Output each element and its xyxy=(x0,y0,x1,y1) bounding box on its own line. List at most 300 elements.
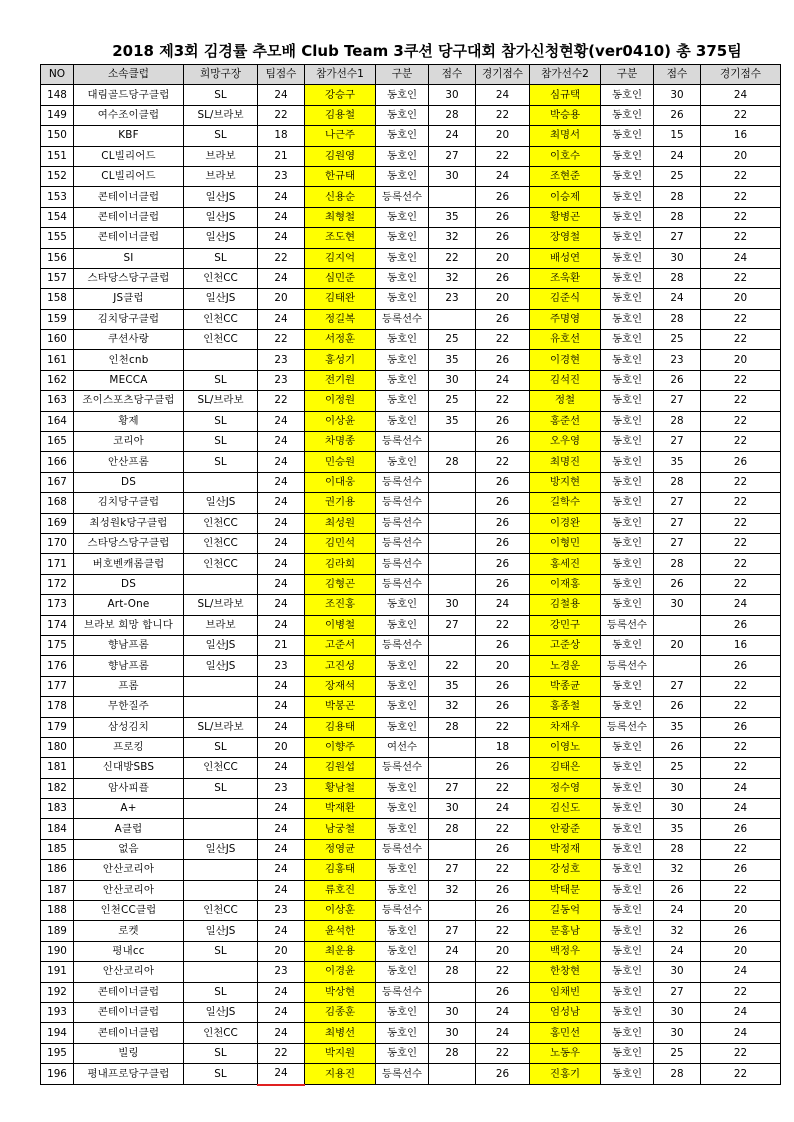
player1-match-score: 26 xyxy=(476,839,530,859)
player2-match-score: 26 xyxy=(701,819,781,839)
player2-score: 27 xyxy=(654,228,701,248)
player2-match-score: 22 xyxy=(701,493,781,513)
team-score: 24 xyxy=(258,1002,305,1022)
player1-type: 동호인 xyxy=(376,126,429,146)
player1-type: 등록선수 xyxy=(376,839,429,859)
player1-type: 동호인 xyxy=(376,880,429,900)
player1-match-score: 22 xyxy=(476,778,530,798)
player1-score: 28 xyxy=(429,452,476,472)
club-name: MECCA xyxy=(74,370,184,390)
team-score: 22 xyxy=(258,248,305,268)
table-row xyxy=(41,1043,781,1063)
team-score: 24 xyxy=(258,595,305,615)
player2-name: 김철용 xyxy=(530,595,601,615)
player1-score: 32 xyxy=(429,268,476,288)
row-no: 163 xyxy=(41,391,74,411)
player1-match-score: 20 xyxy=(476,941,530,961)
club-name: 여수조이클럽 xyxy=(74,105,184,125)
club-name: 안산코리아 xyxy=(74,860,184,880)
venue: 인천CC xyxy=(184,513,258,533)
team-score: 21 xyxy=(258,146,305,166)
club-name: 프로킹 xyxy=(74,737,184,757)
player1-score: 23 xyxy=(429,289,476,309)
player1-name: 나근주 xyxy=(305,126,376,146)
player1-name: 장재석 xyxy=(305,676,376,696)
player2-type: 동호인 xyxy=(601,941,654,961)
player1-score xyxy=(429,737,476,757)
player2-score: 25 xyxy=(654,166,701,186)
venue xyxy=(184,880,258,900)
player2-name: 조현준 xyxy=(530,166,601,186)
player2-score: 28 xyxy=(654,268,701,288)
player2-match-score: 24 xyxy=(701,248,781,268)
club-name: 황제 xyxy=(74,411,184,431)
player1-name: 김원섭 xyxy=(305,758,376,778)
venue: 일산JS xyxy=(184,656,258,676)
row-no: 148 xyxy=(41,85,74,105)
team-score: 24 xyxy=(258,85,305,105)
player2-name: 강성호 xyxy=(530,860,601,880)
team-score: 24 xyxy=(258,676,305,696)
player2-match-score: 22 xyxy=(701,574,781,594)
team-score: 24 xyxy=(258,574,305,594)
player1-score xyxy=(429,432,476,452)
row-no: 192 xyxy=(41,982,74,1002)
player2-score: 26 xyxy=(654,370,701,390)
player2-name: 홍민선 xyxy=(530,1023,601,1043)
player1-match-score: 22 xyxy=(476,1043,530,1063)
player1-name: 한규태 xyxy=(305,166,376,186)
player2-name: 진홍기 xyxy=(530,1064,601,1085)
team-score: 23 xyxy=(258,370,305,390)
row-no: 179 xyxy=(41,717,74,737)
player2-type: 동호인 xyxy=(601,982,654,1002)
player2-type: 동호인 xyxy=(601,697,654,717)
row-no: 185 xyxy=(41,839,74,859)
player2-match-score: 24 xyxy=(701,1023,781,1043)
table-row xyxy=(41,146,781,166)
player2-match-score: 26 xyxy=(701,717,781,737)
club-name: CL빌리어드 xyxy=(74,166,184,186)
player2-score: 23 xyxy=(654,350,701,370)
row-no: 162 xyxy=(41,370,74,390)
player1-type: 등록선수 xyxy=(376,635,429,655)
player2-score: 32 xyxy=(654,921,701,941)
player1-name: 윤석한 xyxy=(305,921,376,941)
player1-type: 여선수 xyxy=(376,737,429,757)
table-row xyxy=(41,330,781,350)
player2-name: 홍종철 xyxy=(530,697,601,717)
player1-type: 동호인 xyxy=(376,962,429,982)
team-score: 24 xyxy=(258,880,305,900)
player2-score: 26 xyxy=(654,574,701,594)
player2-name: 차재우 xyxy=(530,717,601,737)
player2-match-score: 20 xyxy=(701,941,781,961)
row-no: 149 xyxy=(41,105,74,125)
table-row xyxy=(41,982,781,1002)
player2-type: 동호인 xyxy=(601,493,654,513)
club-name: Art-One xyxy=(74,595,184,615)
player1-score: 35 xyxy=(429,411,476,431)
player1-score: 22 xyxy=(429,656,476,676)
header-type2: 구분 xyxy=(601,65,654,85)
row-no: 168 xyxy=(41,493,74,513)
player2-type: 동호인 xyxy=(601,452,654,472)
table-row xyxy=(41,105,781,125)
player1-name: 정영균 xyxy=(305,839,376,859)
player1-type: 등록선수 xyxy=(376,982,429,1002)
player2-name: 안광준 xyxy=(530,819,601,839)
player1-match-score: 22 xyxy=(476,105,530,125)
player2-name: 박태문 xyxy=(530,880,601,900)
player1-match-score: 24 xyxy=(476,595,530,615)
venue: SL/브라보 xyxy=(184,391,258,411)
header-player2: 참가선수2 xyxy=(530,65,601,85)
player1-match-score: 20 xyxy=(476,248,530,268)
player1-score: 30 xyxy=(429,1002,476,1022)
club-name: 안산프롬 xyxy=(74,452,184,472)
venue: SL xyxy=(184,126,258,146)
player2-score xyxy=(654,656,701,676)
player2-match-score: 24 xyxy=(701,1002,781,1022)
player2-score: 28 xyxy=(654,207,701,227)
venue: SL xyxy=(184,411,258,431)
table-header-row xyxy=(41,65,781,85)
player2-name: 정수영 xyxy=(530,778,601,798)
player2-name: 고준상 xyxy=(530,635,601,655)
player2-type: 동호인 xyxy=(601,146,654,166)
player1-name: 박지원 xyxy=(305,1043,376,1063)
player1-score: 27 xyxy=(429,146,476,166)
player1-score: 24 xyxy=(429,126,476,146)
player2-name: 조욱환 xyxy=(530,268,601,288)
player2-name: 유호선 xyxy=(530,330,601,350)
row-no: 171 xyxy=(41,554,74,574)
player2-score xyxy=(654,615,701,635)
player2-match-score: 22 xyxy=(701,880,781,900)
player2-score: 35 xyxy=(654,452,701,472)
player2-score: 28 xyxy=(654,411,701,431)
player1-match-score: 22 xyxy=(476,860,530,880)
club-name: 콘테이너클럽 xyxy=(74,207,184,227)
player2-match-score: 22 xyxy=(701,1043,781,1063)
page-title-text: 2018 제3회 김경률 추모배 Club Team 3쿠션 당구대회 참가신청현황(ver0410) 총 375팀 xyxy=(112,42,742,60)
team-score: 24 xyxy=(258,819,305,839)
player1-type: 등록선수 xyxy=(376,758,429,778)
player2-type: 등록선수 xyxy=(601,656,654,676)
club-name: KBF xyxy=(74,126,184,146)
team-score: 23 xyxy=(258,962,305,982)
venue: 인천CC xyxy=(184,533,258,553)
player1-type: 등록선수 xyxy=(376,493,429,513)
team-score: 24 xyxy=(258,187,305,207)
table-row xyxy=(41,493,781,513)
player1-match-score: 26 xyxy=(476,493,530,513)
player1-match-score: 26 xyxy=(476,309,530,329)
player2-score: 27 xyxy=(654,432,701,452)
player1-type: 동호인 xyxy=(376,228,429,248)
player1-match-score: 26 xyxy=(476,697,530,717)
club-name: SI xyxy=(74,248,184,268)
venue: SL/브라보 xyxy=(184,105,258,125)
table-row xyxy=(41,1023,781,1043)
venue: 인천CC xyxy=(184,330,258,350)
table-row xyxy=(41,901,781,921)
player2-match-score: 22 xyxy=(701,432,781,452)
team-score: 24 xyxy=(258,717,305,737)
player1-match-score: 24 xyxy=(476,85,530,105)
player2-type: 동호인 xyxy=(601,289,654,309)
club-name: 대림골드당구클럽 xyxy=(74,85,184,105)
player1-type: 동호인 xyxy=(376,289,429,309)
venue: 일산JS xyxy=(184,289,258,309)
table-row xyxy=(41,574,781,594)
row-no: 187 xyxy=(41,880,74,900)
player2-match-score: 24 xyxy=(701,962,781,982)
player2-type: 동호인 xyxy=(601,799,654,819)
table-row xyxy=(41,697,781,717)
player1-match-score: 26 xyxy=(476,228,530,248)
venue: SL xyxy=(184,432,258,452)
row-no: 158 xyxy=(41,289,74,309)
club-name: 로켓 xyxy=(74,921,184,941)
player1-name: 서정훈 xyxy=(305,330,376,350)
row-no: 165 xyxy=(41,432,74,452)
player1-score: 30 xyxy=(429,166,476,186)
player2-name: 문홍남 xyxy=(530,921,601,941)
player1-score xyxy=(429,493,476,513)
player1-match-score: 22 xyxy=(476,146,530,166)
club-name: A클럽 xyxy=(74,819,184,839)
club-name: 인천CC클럽 xyxy=(74,901,184,921)
player2-type: 동호인 xyxy=(601,880,654,900)
player2-match-score: 26 xyxy=(701,615,781,635)
player2-match-score: 22 xyxy=(701,207,781,227)
player2-match-score: 22 xyxy=(701,309,781,329)
player1-score xyxy=(429,982,476,1002)
player1-type: 등록선수 xyxy=(376,1064,429,1085)
table-row xyxy=(41,717,781,737)
venue: SL xyxy=(184,982,258,1002)
player1-name: 이대웅 xyxy=(305,472,376,492)
player2-match-score: 26 xyxy=(701,921,781,941)
team-score: 23 xyxy=(258,166,305,186)
row-no: 155 xyxy=(41,228,74,248)
player2-name: 이재홍 xyxy=(530,574,601,594)
venue: SL xyxy=(184,452,258,472)
player1-score: 27 xyxy=(429,860,476,880)
team-score: 24 xyxy=(258,472,305,492)
player2-match-score: 16 xyxy=(701,126,781,146)
club-name: 삼성김치 xyxy=(74,717,184,737)
player2-type: 동호인 xyxy=(601,778,654,798)
team-score: 24 xyxy=(258,1064,305,1085)
team-score: 20 xyxy=(258,737,305,757)
row-no: 175 xyxy=(41,635,74,655)
player1-name: 전기원 xyxy=(305,370,376,390)
player1-match-score: 26 xyxy=(476,758,530,778)
row-no: 194 xyxy=(41,1023,74,1043)
player2-match-score: 22 xyxy=(701,370,781,390)
row-no: 186 xyxy=(41,860,74,880)
player1-match-score: 26 xyxy=(476,350,530,370)
player2-score: 24 xyxy=(654,289,701,309)
venue xyxy=(184,962,258,982)
player1-score: 25 xyxy=(429,391,476,411)
team-score: 23 xyxy=(258,901,305,921)
club-name: 향남프롬 xyxy=(74,635,184,655)
player2-score: 27 xyxy=(654,982,701,1002)
table-row xyxy=(41,309,781,329)
player1-match-score: 20 xyxy=(476,126,530,146)
player1-score: 27 xyxy=(429,615,476,635)
player1-match-score: 22 xyxy=(476,962,530,982)
table-row xyxy=(41,860,781,880)
table-row xyxy=(41,737,781,757)
player1-score: 35 xyxy=(429,676,476,696)
player1-match-score: 22 xyxy=(476,615,530,635)
player1-name: 이향주 xyxy=(305,737,376,757)
player1-type: 동호인 xyxy=(376,452,429,472)
club-name: 빌링 xyxy=(74,1043,184,1063)
player1-score: 24 xyxy=(429,941,476,961)
player1-score: 30 xyxy=(429,595,476,615)
table-row xyxy=(41,126,781,146)
player2-type: 동호인 xyxy=(601,207,654,227)
player2-match-score: 22 xyxy=(701,187,781,207)
player2-type: 동호인 xyxy=(601,676,654,696)
team-score: 22 xyxy=(258,105,305,125)
player2-type: 동호인 xyxy=(601,166,654,186)
team-score: 24 xyxy=(258,758,305,778)
row-no: 188 xyxy=(41,901,74,921)
header-match-score1: 경기점수 xyxy=(476,65,530,85)
player1-match-score: 24 xyxy=(476,166,530,186)
table-row xyxy=(41,207,781,227)
row-no: 170 xyxy=(41,533,74,553)
row-no: 167 xyxy=(41,472,74,492)
player2-name: 강민구 xyxy=(530,615,601,635)
player2-score: 24 xyxy=(654,901,701,921)
club-name: 안산코리아 xyxy=(74,962,184,982)
venue: 인천CC xyxy=(184,901,258,921)
player2-match-score: 22 xyxy=(701,513,781,533)
table-row xyxy=(41,350,781,370)
club-name: 평내프로당구클럽 xyxy=(74,1064,184,1085)
club-name: 콘테이너클럽 xyxy=(74,1023,184,1043)
player1-name: 황남철 xyxy=(305,778,376,798)
row-no: 190 xyxy=(41,941,74,961)
table-row xyxy=(41,799,781,819)
player2-match-score: 20 xyxy=(701,146,781,166)
player1-name: 이정원 xyxy=(305,391,376,411)
club-name: 콘테이너클럽 xyxy=(74,228,184,248)
team-score: 24 xyxy=(258,921,305,941)
player1-name: 민승원 xyxy=(305,452,376,472)
player1-score xyxy=(429,187,476,207)
player2-score: 30 xyxy=(654,1002,701,1022)
player2-type: 동호인 xyxy=(601,309,654,329)
player2-match-score: 24 xyxy=(701,778,781,798)
venue xyxy=(184,676,258,696)
player1-match-score: 26 xyxy=(476,187,530,207)
player2-type: 동호인 xyxy=(601,860,654,880)
row-no: 156 xyxy=(41,248,74,268)
venue: 일산JS xyxy=(184,228,258,248)
player1-name: 고진성 xyxy=(305,656,376,676)
player2-type: 동호인 xyxy=(601,1043,654,1063)
player2-name: 정철 xyxy=(530,391,601,411)
row-no: 176 xyxy=(41,656,74,676)
player1-match-score: 26 xyxy=(476,513,530,533)
player2-score: 30 xyxy=(654,799,701,819)
row-no: 157 xyxy=(41,268,74,288)
player2-score: 30 xyxy=(654,778,701,798)
table-row xyxy=(41,289,781,309)
player2-type: 동호인 xyxy=(601,411,654,431)
row-no: 196 xyxy=(41,1064,74,1085)
player1-type: 등록선수 xyxy=(376,554,429,574)
club-name: 스타당스당구클럽 xyxy=(74,533,184,553)
team-score: 23 xyxy=(258,778,305,798)
player2-name: 임채빈 xyxy=(530,982,601,1002)
player2-type: 동호인 xyxy=(601,228,654,248)
player1-score: 28 xyxy=(429,717,476,737)
player1-type: 동호인 xyxy=(376,350,429,370)
player1-score: 30 xyxy=(429,370,476,390)
player2-score: 24 xyxy=(654,146,701,166)
player2-name: 홍준선 xyxy=(530,411,601,431)
header-no: NO xyxy=(41,65,74,85)
venue: 일산JS xyxy=(184,1002,258,1022)
player2-score: 28 xyxy=(654,187,701,207)
player1-type: 동호인 xyxy=(376,615,429,635)
table-row xyxy=(41,1002,781,1022)
team-score: 24 xyxy=(258,513,305,533)
table-row xyxy=(41,85,781,105)
player1-type: 동호인 xyxy=(376,268,429,288)
team-score: 23 xyxy=(258,350,305,370)
player1-type: 동호인 xyxy=(376,860,429,880)
player2-score: 32 xyxy=(654,860,701,880)
player2-type: 동호인 xyxy=(601,370,654,390)
venue: 인천CC xyxy=(184,758,258,778)
venue: 일산JS xyxy=(184,187,258,207)
club-name: 조이스포츠당구클럽 xyxy=(74,391,184,411)
player2-match-score: 22 xyxy=(701,411,781,431)
player1-name: 김용철 xyxy=(305,105,376,125)
row-no: 152 xyxy=(41,166,74,186)
player1-name: 차명종 xyxy=(305,432,376,452)
header-venue: 희망구장 xyxy=(184,65,258,85)
table-row xyxy=(41,778,781,798)
player1-score: 32 xyxy=(429,880,476,900)
player1-score xyxy=(429,1064,476,1085)
venue xyxy=(184,799,258,819)
player1-match-score: 26 xyxy=(476,432,530,452)
player1-match-score: 26 xyxy=(476,472,530,492)
player2-type: 동호인 xyxy=(601,819,654,839)
team-score: 24 xyxy=(258,268,305,288)
player1-name: 박재환 xyxy=(305,799,376,819)
player2-type: 동호인 xyxy=(601,330,654,350)
player2-match-score: 22 xyxy=(701,228,781,248)
header-score1: 점수 xyxy=(429,65,476,85)
player2-score: 30 xyxy=(654,248,701,268)
row-no: 159 xyxy=(41,309,74,329)
player1-match-score: 26 xyxy=(476,901,530,921)
player1-name: 박봉곤 xyxy=(305,697,376,717)
